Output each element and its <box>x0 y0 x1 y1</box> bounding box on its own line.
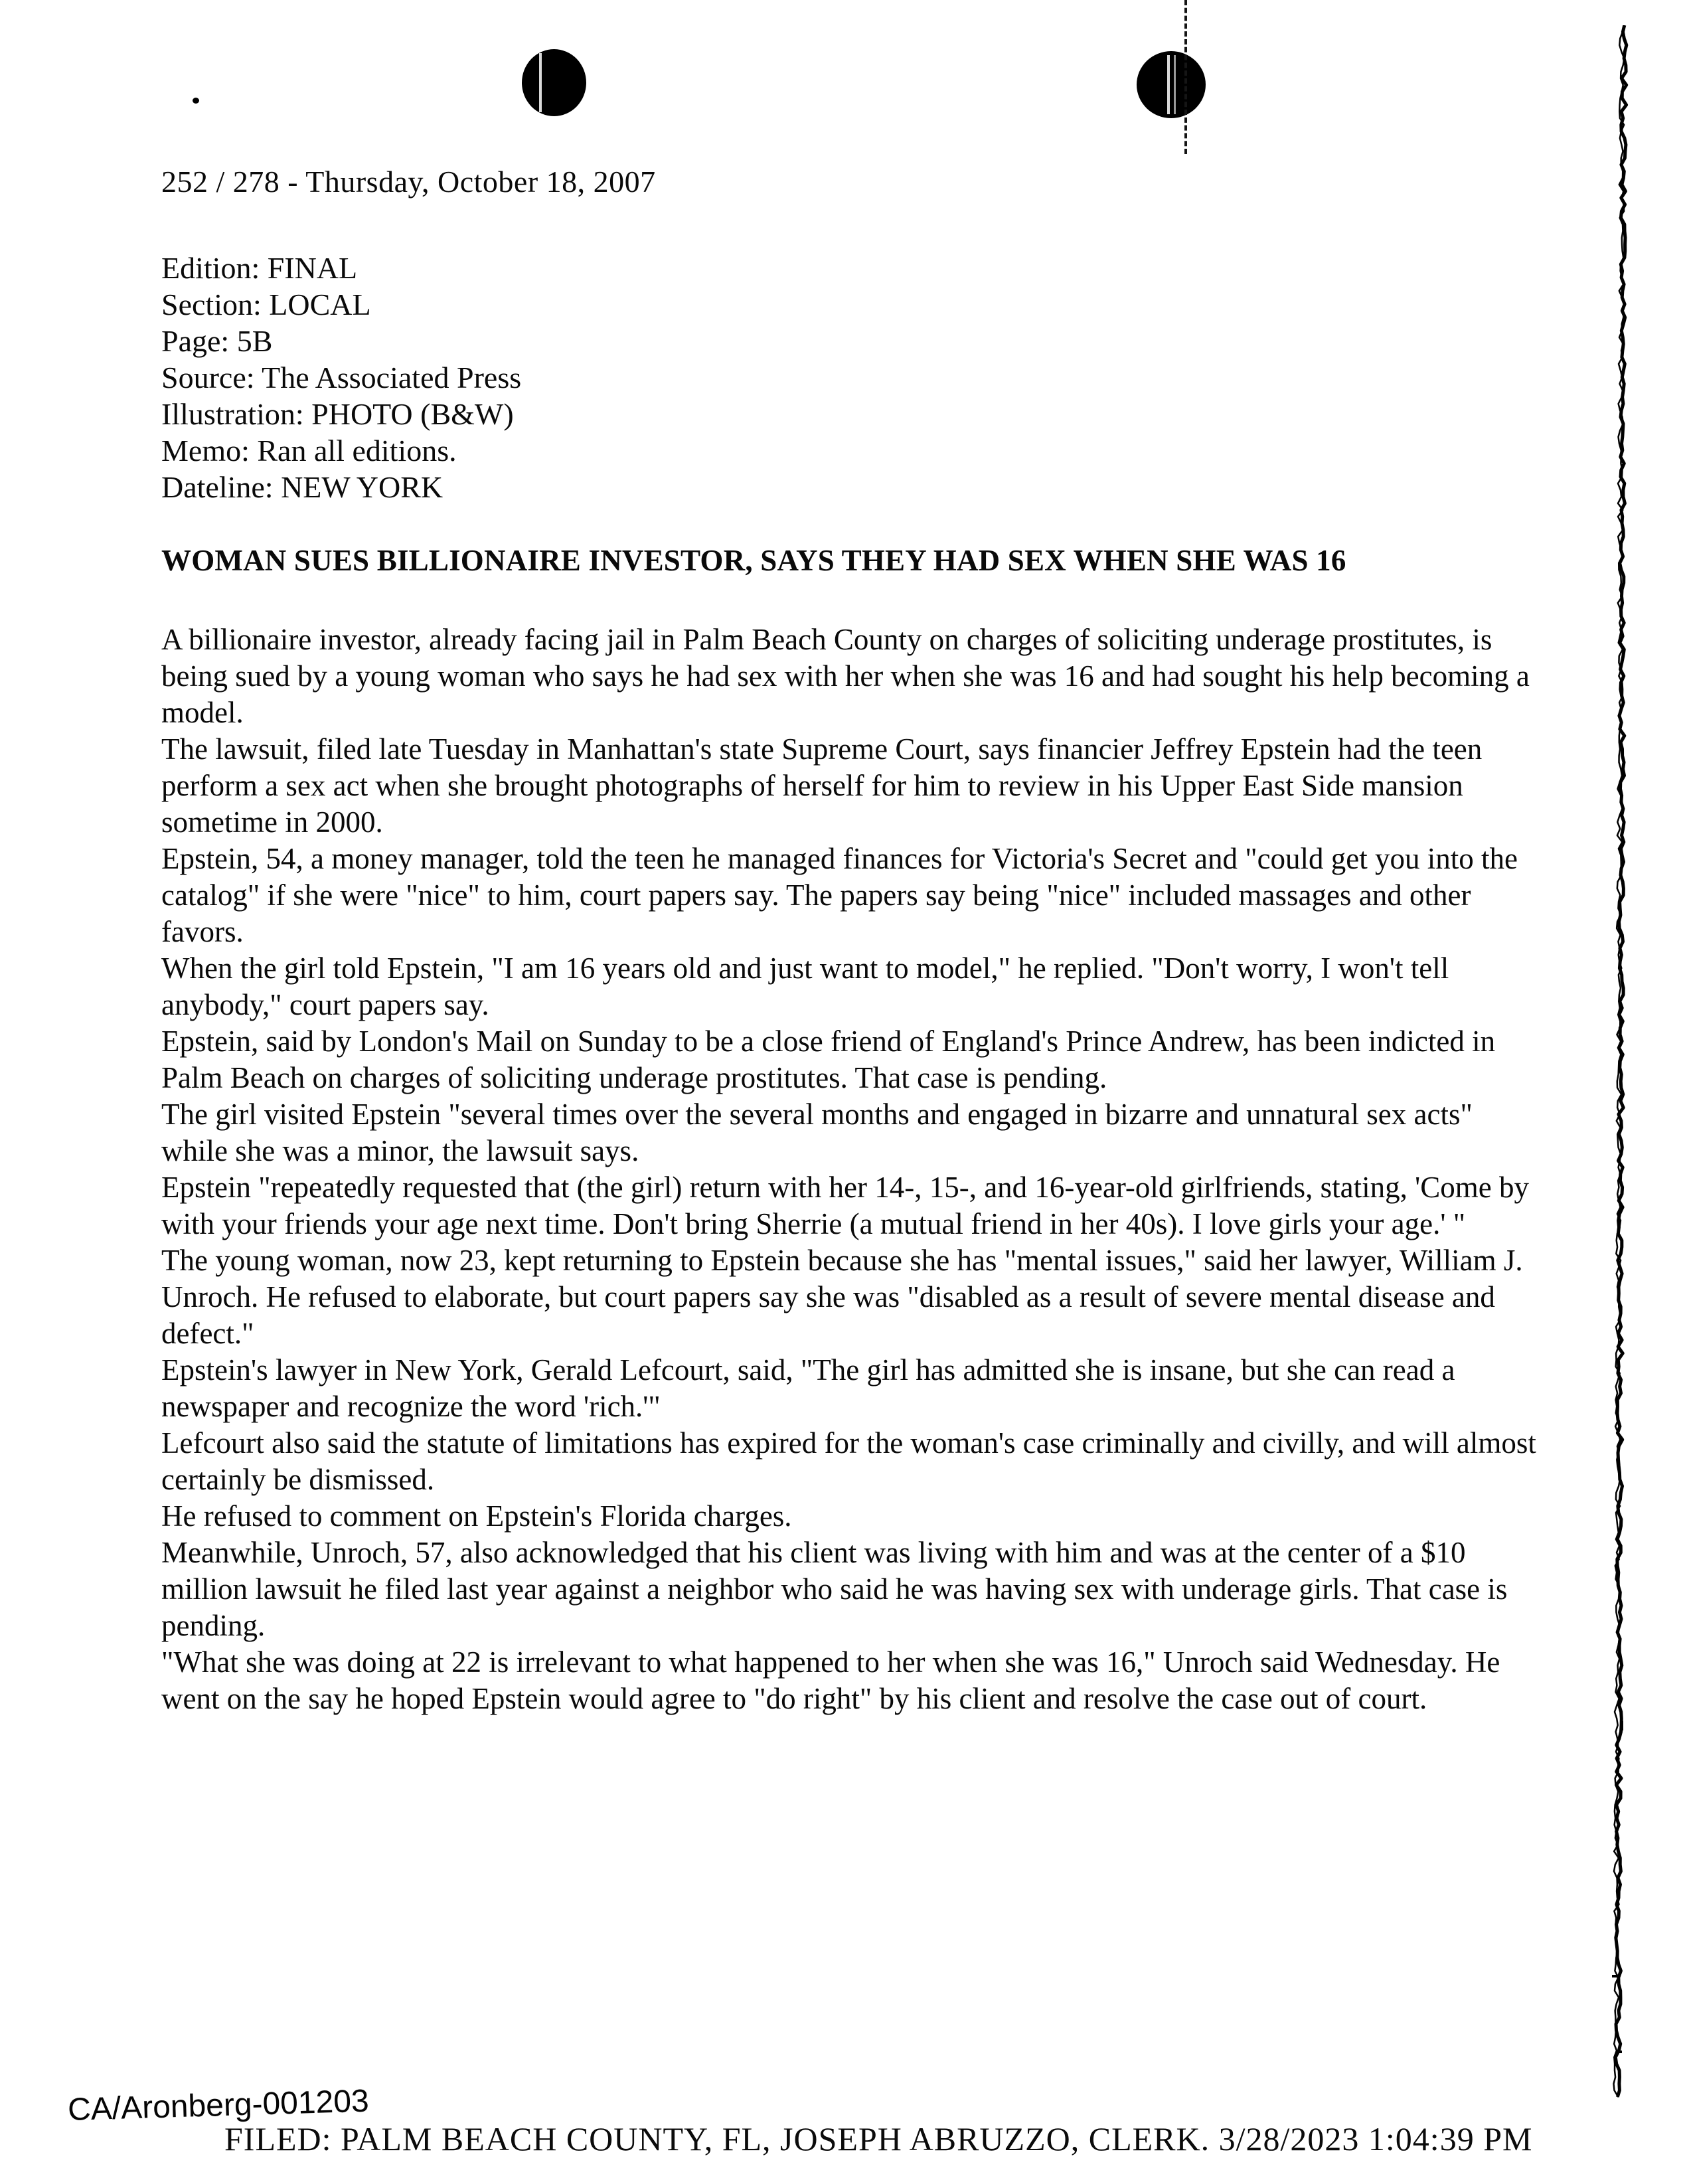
document-pagination-date: 252 / 278 - Thursday, October 18, 2007 <box>161 165 656 199</box>
article-paragraph: Epstein, said by London's Mail on Sunday to be a close friend of England's Prince Andrew, has been indicted in Palm Beach on charges of soliciting underage prostitutes. That case is pending. <box>161 1025 1496 1094</box>
meta-line-edition: Edition: FINAL <box>161 251 358 285</box>
hole-punch-mark-left <box>522 49 586 116</box>
hole-punch-mark-right <box>1137 51 1206 118</box>
fold-crease-dashed-line <box>1184 0 1187 154</box>
article-paragraph: Epstein's lawyer in New York, Gerald Lefcourt, said, "The girl has admitted she is insane, but she can read a newspaper and recognize the word 'rich.'" <box>161 1353 1455 1423</box>
meta-line-source: Source: The Associated Press <box>161 361 522 394</box>
meta-line-section: Section: LOCAL <box>161 288 371 321</box>
ink-speck <box>193 98 199 104</box>
scan-edge-artifact-line <box>1605 25 1645 2104</box>
article-paragraph: When the girl told Epstein, "I am 16 years old and just want to model," he replied. "Don't worry, I won't tell anybody," court papers say. <box>161 952 1449 1021</box>
article-paragraph: The girl visited Epstein "several times over the several months and engaged in bizarre and unnatural sex acts" while she was a minor, the lawsuit says. <box>161 1098 1473 1167</box>
meta-line-dateline: Dateline: NEW YORK <box>161 470 443 504</box>
ink-speck <box>1612 1975 1619 1977</box>
ink-speck <box>1620 1721 1623 1730</box>
ink-speck <box>1616 2051 1622 2053</box>
meta-line-illustration: Illustration: PHOTO (B&W) <box>161 397 514 431</box>
court-filing-stamp: FILED: PALM BEACH COUNTY, FL, JOSEPH ABRUZZO, CLERK. 3/28/2023 1:04:39 PM <box>224 2120 1533 2157</box>
article-paragraph: Epstein "repeatedly requested that (the girl) return with her 14-, 15-, and 16-year-old girlfriends, stating, 'Come by with your friends your age next time. Don't bring Sherrie (a mutual friend in her 40s). I love girls your age.' " <box>161 1171 1529 1240</box>
article-paragraph: The young woman, now 23, kept returning to Epstein because she has "mental issues," said her lawyer, William J. Unroch. He refused to elaborate, but court papers say she was "disabled as a result of severe mental disease and defect." <box>161 1244 1523 1350</box>
scan-streak <box>1174 55 1176 114</box>
article-metadata <box>161 250 521 505</box>
article-paragraph: Epstein, 54, a money manager, told the teen he managed finances for Victoria's Secret and "could get you into the catalog" if she were "nice" to him, court papers say. The papers say being "nice" included massages and other favors. <box>161 842 1518 948</box>
article-paragraph: Meanwhile, Unroch, 57, also acknowledged that his client was living with him and was at the center of a $10 million lawsuit he filed last year against a neighbor who said he was having sex with underage girls. That case is pending. <box>161 1536 1508 1642</box>
article-body <box>161 622 1538 1717</box>
meta-line-memo: Memo: Ran all editions. <box>161 434 457 467</box>
article-paragraph: A billionaire investor, already facing jail in Palm Beach County on charges of soliciting underage prostitutes, is being sued by a young woman who says he had sex with her when she was 16 and had sought his help becoming a model. <box>161 623 1530 729</box>
article-paragraph: Lefcourt also said the statute of limitations has expired for the woman's case criminally and civilly, and will almost certainly be dismissed. <box>161 1426 1536 1496</box>
article-paragraph: The lawsuit, filed late Tuesday in Manhattan's state Supreme Court, says financier Jeffrey Epstein had the teen perform a sex act when she brought photographs of herself for him to review in his Upper East Side mansion sometime in 2000. <box>161 732 1483 839</box>
article-paragraph: He refused to comment on Epstein's Florida charges. <box>161 1499 792 1533</box>
bates-number-stamp: CA/Aronberg-001203 <box>67 2083 370 2128</box>
article-paragraph: "What she was doing at 22 is irrelevant to what happened to her when she was 16," Unroch said Wednesday. He went on the say he hoped Epstein would agree to "do right" by his client and resolve the case out of court. <box>161 1645 1500 1715</box>
meta-line-page: Page: 5B <box>161 324 273 358</box>
scan-streak <box>1167 55 1170 114</box>
scan-streak <box>539 53 542 112</box>
article-headline: WOMAN SUES BILLIONAIRE INVESTOR, SAYS THEY HAD SEX WHEN SHE WAS 16 <box>161 544 1346 577</box>
